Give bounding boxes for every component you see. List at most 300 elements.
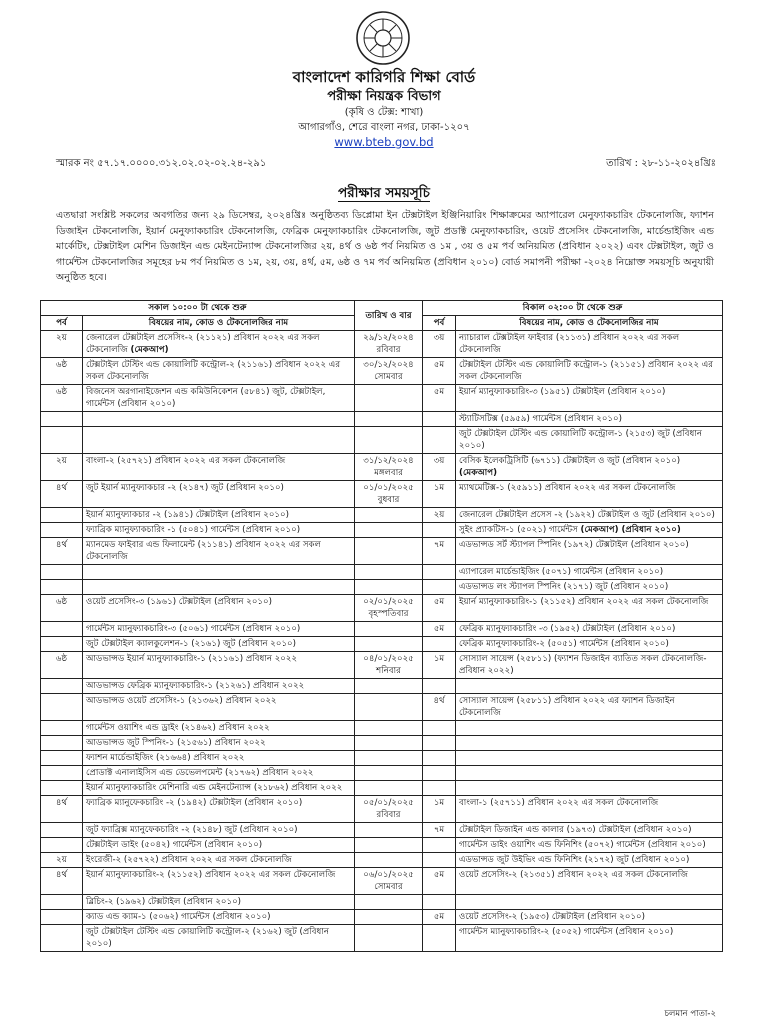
memo-reference: স্মারক নং ৫৭.১৭.০০০০.৩১২.০২.০২-০২.২৪-২৯১ — [56, 158, 267, 169]
afternoon-semester-text: ১ম — [433, 654, 445, 664]
afternoon-subject — [456, 565, 723, 580]
schedule-row — [41, 652, 723, 679]
afternoon-subject — [456, 358, 723, 385]
morning-semester-text: ৬ষ্ঠ — [55, 654, 68, 664]
morning-subject — [83, 580, 355, 595]
morning-subject-text: বাংলা-২ (২৫৭২১) প্রবিধান ২০২২ এর সকল টেকনোলজি — [86, 456, 286, 466]
exam-date — [355, 781, 423, 796]
morning-subject — [83, 637, 355, 652]
exam-date — [355, 895, 423, 910]
morning-subject-text: জুট ফ্যাব্রিক্স ম্যানুফেকচারিং -২ (২১৪৮) জুট (প্রবিধান ২০১০) — [86, 825, 298, 835]
afternoon-semester-text: ১ম — [433, 798, 445, 808]
morning-semester — [41, 925, 83, 952]
schedule-row — [41, 523, 723, 538]
schedule-row — [41, 679, 723, 694]
morning-session-header: সকাল ১০:০০ টা থেকে শুরু — [41, 301, 355, 316]
exam-date-text: ৩১/১২/২০২৪ — [363, 456, 414, 466]
afternoon-subject — [456, 523, 723, 538]
afternoon-subject-text: এডভান্সড জুট উইভিং এন্ড ফিনিশিং (২১৭২) জুট (প্রবিধান ২০১০) — [459, 855, 690, 865]
exam-date — [355, 823, 423, 838]
afternoon-subject — [456, 925, 723, 952]
schedule-row — [41, 454, 723, 481]
afternoon-subject-text: ইয়ার্ন ম্যানুফ্যাকচারিং-৩ (১৯৫১) টেক্সটাইল (প্রবিধান ২০১০) — [459, 387, 666, 397]
morning-subject — [83, 427, 355, 454]
afternoon-subject-text: জেনারেল টেক্সটাইল প্রসেস -২ (১৯২২) টেক্সটাইল ও জুট (প্রবিধান ২০১০) — [459, 510, 715, 520]
morning-subject — [83, 925, 355, 952]
afternoon-semester — [423, 823, 456, 838]
afternoon-subject — [456, 868, 723, 895]
morning-subject — [83, 838, 355, 853]
afternoon-subject — [456, 766, 723, 781]
afternoon-semester — [423, 853, 456, 868]
exam-date-text: ০২/০১/২০২৫ — [363, 597, 414, 607]
schedule-row — [41, 595, 723, 622]
morning-semester — [41, 823, 83, 838]
schedule-row — [41, 622, 723, 637]
morning-semester — [41, 412, 83, 427]
afternoon-subject — [456, 538, 723, 565]
morning-semester — [41, 622, 83, 637]
afternoon-semester — [423, 751, 456, 766]
makeup-tag: (মেকআপ) — [130, 345, 169, 355]
morning-semester — [41, 637, 83, 652]
exam-date — [355, 751, 423, 766]
afternoon-subject — [456, 796, 723, 823]
memo-date: তারিখ : ২৮-১১-২০২৪খ্রিঃ — [606, 158, 716, 169]
afternoon-subject-text: এ্যাপারেল মার্চেন্ডাইজিং (৫০৭১) গার্মেন্টস (প্রবিধান ২০১০) — [459, 567, 664, 577]
afternoon-subject — [456, 622, 723, 637]
morning-subject-text: টেক্সটাইল টেস্টিং এন্ড কোয়ালিটি কন্ট্রোল-২ (২১১৬১) প্রবিধান ২০২২ এর সকল টেকনোলজি — [86, 360, 341, 382]
division-name: পরীক্ষা নিয়ন্ত্রক বিভাগ — [327, 89, 441, 104]
afternoon-semester-text: ৫ম — [433, 360, 445, 370]
morning-semester — [41, 538, 83, 565]
afternoon-semester — [423, 694, 456, 721]
afternoon-session-header: বিকাল ০২:০০ টা থেকে শুরু — [423, 301, 723, 316]
afternoon-subject — [456, 853, 723, 868]
exam-date — [355, 679, 423, 694]
morning-subject-text: জেনারেল টেক্সটাইল প্রসেসিং-২ (২১১২১) প্রবিধান ২০২২ এর সকল টেকনোলজি — [86, 333, 320, 355]
morning-subject — [83, 595, 355, 622]
afternoon-semester — [423, 895, 456, 910]
afternoon-subject — [456, 679, 723, 694]
morning-semester — [41, 454, 83, 481]
morning-semester — [41, 736, 83, 751]
afternoon-subject — [456, 385, 723, 412]
afternoon-semester — [423, 838, 456, 853]
afternoon-subject-text: এডভান্সড লং স্ট্যাপল স্পিনিং (২১৭১) জুট (প্রবিধান ২০১০) — [459, 582, 669, 592]
schedule-row — [41, 736, 723, 751]
afternoon-semester-text: ৭ম — [433, 540, 445, 550]
morning-subject — [83, 781, 355, 796]
afternoon-subject-text: ওয়েট প্রসেসিং-২ (২১৩৫১) প্রবিধান ২০২২ এর সকল টেকনোলজি — [459, 870, 688, 880]
morning-semester-text: ২য় — [56, 456, 67, 466]
morning-subject-text: জুট ইয়ার্ন ম্যানুফ্যাকচার -২ (২১৪৭) জুট (প্রবিধান ২০১০) — [86, 483, 284, 493]
branch-name: (কৃষি ও টেক্স: শাখা) — [344, 107, 424, 118]
schedule-row — [41, 580, 723, 595]
schedule-row — [41, 481, 723, 508]
afternoon-semester-text: ৩য় — [433, 456, 445, 466]
morning-semester — [41, 781, 83, 796]
exam-date — [355, 766, 423, 781]
afternoon-subject — [456, 637, 723, 652]
exam-date-text: ০৫/০১/২০২৫ — [363, 798, 414, 808]
morning-semester — [41, 910, 83, 925]
morning-semester — [41, 721, 83, 736]
morning-subject — [83, 538, 355, 565]
morning-subject — [83, 910, 355, 925]
afternoon-semester — [423, 580, 456, 595]
morning-subject-text: ফ্যাব্রিক ম্যানুফ্যাকচারিং -১ (৫০৪১) গার্মেন্টস (প্রবিধান ২০১০) — [86, 525, 301, 535]
schedule-row — [41, 385, 723, 412]
morning-subject-text: ইয়ার্ন ম্যানুফ্যাকচারিং মেশিনারি এন্ড মেইনটেন্যান্স (২১৮৬২) প্রবিধান ২০২২ — [86, 783, 343, 793]
morning-semester — [41, 838, 83, 853]
morning-semester — [41, 751, 83, 766]
morning-subject-text: জুট টেক্সটাইল ক্যালকুলেশন-১ (২১৬১) জুট (প্রবিধান ২০১০) — [86, 639, 296, 649]
morning-semester — [41, 385, 83, 412]
morning-subject — [83, 853, 355, 868]
exam-date — [355, 721, 423, 736]
schedule-row — [41, 838, 723, 853]
afternoon-semester — [423, 925, 456, 952]
morning-subject — [83, 523, 355, 538]
morning-subject-text: আডভান্সড ইয়ার্ন ম্যানুফ্যাকচারিং-১ (২১১৬১) প্রবিধান ২০২২ — [86, 654, 298, 664]
exam-date — [355, 481, 423, 508]
exam-date-text: ৩০/১২/২০২৪ — [363, 360, 414, 370]
exam-date — [355, 385, 423, 412]
afternoon-subject-text: সোস্যাল সায়েন্স (২৫৮১১) প্রবিধান ২০২২ এর ফ্যাশন ডিজাইন টেকনোলজি — [459, 696, 675, 718]
morning-subject-text: ইংরেজী-২ (২৫৭২২) প্রবিধান ২০২২ এর সকল টেকনোলজি — [86, 855, 292, 865]
exam-day-text: বুধবার — [377, 495, 400, 505]
afternoon-subject-text: ফেব্রিক ম্যানুফ্যাকচারিং-২ (৫০৫১) গার্মেন্টস (প্রবিধান ২০১০) — [459, 639, 669, 649]
morning-subject — [83, 481, 355, 508]
morning-semester — [41, 853, 83, 868]
afternoon-subject — [456, 736, 723, 751]
exam-date — [355, 331, 423, 358]
schedule-row — [41, 358, 723, 385]
morning-subject-text: ক্যাড এন্ড ক্যাম-১ (৫০৬২) গার্মেন্টস (প্রবিধান ২০১০) — [86, 912, 271, 922]
morning-subject — [83, 358, 355, 385]
morning-semester-text: ৪র্থ — [55, 483, 68, 493]
morning-semester-text: ২য় — [56, 333, 67, 343]
morning-subject — [83, 823, 355, 838]
semester-header: পর্ব — [423, 316, 456, 331]
exam-date — [355, 358, 423, 385]
morning-subject — [83, 412, 355, 427]
exam-date — [355, 736, 423, 751]
morning-subject-text: ইয়ার্ন ম্যানুফ্যাকচার -২ (১৯৪১) টেক্সটাইল (প্রবিধান ২০১০) — [86, 510, 289, 520]
morning-semester — [41, 679, 83, 694]
exam-date — [355, 853, 423, 868]
exam-day-text: মঙ্গলবার — [374, 468, 403, 478]
afternoon-semester — [423, 679, 456, 694]
morning-subject-text: ওয়েট প্রসেসিং-৩ (১৯৬১) টেক্সটাইল (প্রবিধান ২০১০) — [86, 597, 272, 607]
exam-date — [355, 796, 423, 823]
morning-semester — [41, 481, 83, 508]
morning-subject — [83, 622, 355, 637]
morning-semester — [41, 895, 83, 910]
afternoon-subject — [456, 427, 723, 454]
schedule-row — [41, 910, 723, 925]
afternoon-semester — [423, 868, 456, 895]
morning-subject — [83, 751, 355, 766]
morning-semester — [41, 766, 83, 781]
address: আগারগাঁও, শেরে বাংলা নগর, ঢাকা-১২০৭ — [298, 122, 470, 133]
morning-subject — [83, 766, 355, 781]
exam-date — [355, 652, 423, 679]
afternoon-subject-text: জুট টেক্সটাইল টেস্টিং এন্ড কোয়ালিটি কন্ট্রোল-১ (২১৫৩) জুট (প্রবিধান ২০১০) — [459, 429, 702, 451]
afternoon-subject-text: স্ট্যাটিসটিক্স (৫৯৫৯) গার্মেন্টস (প্রবিধান ২০১০) — [459, 414, 622, 424]
morning-semester-text: ২য় — [56, 855, 67, 865]
schedule-row — [41, 853, 723, 868]
morning-subject — [83, 721, 355, 736]
afternoon-subject — [456, 838, 723, 853]
schedule-row — [41, 508, 723, 523]
afternoon-subject-text: গার্মেন্টস ম্যানুফ্যাকচারিং-২ (৫০৫২) গার্মেন্টস (প্রবিধান ২০১০) — [459, 927, 674, 937]
morning-semester — [41, 868, 83, 895]
schedule-row — [41, 538, 723, 565]
subject-header: বিষয়ের নাম, কোড ও টেকনোলজির নাম — [83, 316, 355, 331]
page-title: পরীক্ষার সময়সূচি — [338, 185, 430, 201]
afternoon-subject — [456, 721, 723, 736]
website-link[interactable]: www.bteb.gov.bd — [334, 135, 434, 149]
exam-date — [355, 637, 423, 652]
morning-subject-text: গার্মেন্টস ওয়াশিং এন্ড ড্রাইং (২১৪৬২) প্রবিধান ২০২২ — [86, 723, 270, 733]
exam-date — [355, 694, 423, 721]
morning-semester-text: ৪র্থ — [55, 870, 68, 880]
afternoon-subject — [456, 751, 723, 766]
exam-date — [355, 580, 423, 595]
afternoon-semester — [423, 637, 456, 652]
morning-subject — [83, 679, 355, 694]
afternoon-semester — [423, 427, 456, 454]
afternoon-subject-text: ফেব্রিক ম্যানুফ্যাকচারিং -৩ (১৯৫২) টেক্সটাইল (প্রবিধান ২০১০) — [459, 624, 676, 634]
afternoon-subject-text: ইয়ার্ন ম্যানুফ্যাকচারিং-১ (২১১৫২) প্রবিধান ২০২২ এর সকল টেকনোলজি — [459, 597, 709, 607]
afternoon-semester-text: ৪র্থ — [433, 696, 445, 706]
morning-subject-text: আডভান্সড জুট স্পিনিং-১ (২১৫৬১) প্রবিধান ২০২২ — [86, 738, 266, 748]
exam-schedule-table — [40, 300, 723, 952]
morning-semester-text: ৪র্থ — [55, 798, 68, 808]
afternoon-subject — [456, 454, 723, 481]
morning-semester — [41, 508, 83, 523]
exam-date — [355, 427, 423, 454]
afternoon-semester — [423, 736, 456, 751]
schedule-row — [41, 427, 723, 454]
exam-date-text: ০১/০১/২০২৫ — [363, 483, 414, 493]
afternoon-semester-text: ৩য় — [433, 333, 445, 343]
afternoon-semester — [423, 652, 456, 679]
afternoon-semester — [423, 622, 456, 637]
afternoon-semester-text: ৫ম — [433, 387, 445, 397]
schedule-row — [41, 637, 723, 652]
exam-date — [355, 595, 423, 622]
exam-date-text: ০৪/০১/২০২৫ — [363, 654, 414, 664]
morning-subject — [83, 895, 355, 910]
morning-subject — [83, 652, 355, 679]
exam-day-text: রবিবার — [376, 810, 401, 820]
schedule-row — [41, 721, 723, 736]
morning-semester — [41, 796, 83, 823]
exam-date — [355, 868, 423, 895]
exam-day-text: শনিবার — [376, 666, 401, 676]
schedule-row — [41, 766, 723, 781]
afternoon-subject — [456, 595, 723, 622]
morning-semester — [41, 580, 83, 595]
afternoon-subject-text: টেক্সটাইল টেস্টিং এন্ড কোয়ালিটি কন্ট্রোল-১ (২১১৫১) প্রবিধান ২০২২ এর সকল টেকনোলজি — [459, 360, 714, 382]
morning-semester-text: ৬ষ্ঠ — [55, 387, 68, 397]
schedule-row — [41, 868, 723, 895]
afternoon-subject — [456, 412, 723, 427]
afternoon-subject — [456, 331, 723, 358]
exam-date — [355, 538, 423, 565]
morning-subject — [83, 565, 355, 580]
morning-semester — [41, 331, 83, 358]
morning-semester — [41, 652, 83, 679]
exam-date — [355, 508, 423, 523]
morning-subject-text: আডভান্সড ফেব্রিক ম্যানুফ্যাকচারিং-১ (২১২৬১) প্রবিধান ২০২২ — [86, 681, 305, 691]
afternoon-subject — [456, 823, 723, 838]
schedule-row — [41, 925, 723, 952]
afternoon-subject-text: এডভান্সড সর্ট স্ট্যাপল স্পিনিং (১৯৭২) টেক্সটাইল (প্রবিধান ২০১০) — [459, 540, 689, 550]
afternoon-semester-text: ৫ম — [433, 912, 445, 922]
morning-semester — [41, 427, 83, 454]
morning-semester — [41, 523, 83, 538]
afternoon-subject — [456, 580, 723, 595]
afternoon-semester-text: ৫ম — [433, 870, 445, 880]
afternoon-subject-text: সোস্যাল সায়েন্স (২৫৮১১) (ফ্যাশন ডিজাইন ব্যাতিত সকল টেকনোলজি-প্রবিধান ২০২২) — [459, 654, 707, 676]
afternoon-semester — [423, 766, 456, 781]
morning-subject-text: টেক্সটাইল ডাইং (৫০৪২) গার্মেন্টস (প্রবিধান ২০১০) — [86, 840, 263, 850]
afternoon-subject-text: ওয়েট প্রসেসিং-২ (১৯৫৩) টেক্সটাইল (প্রবিধান ২০১০) — [459, 912, 645, 922]
exam-day-text: রবিবার — [376, 345, 401, 355]
afternoon-semester — [423, 523, 456, 538]
morning-subject-text: ম্যানমেড ফাইবার এন্ড ফিলামেন্ট (২১১৪১) প্রবিধান ২০২২ এর সকল টেকনোলজি — [86, 540, 321, 562]
exam-date — [355, 910, 423, 925]
schedule-row — [41, 412, 723, 427]
afternoon-subject-text: ম্যাথমেটিক্স-১ (২৫৯১১) প্রবিধান ২০২২ এর সকল টেকনোলজি — [459, 483, 676, 493]
afternoon-semester-text: ২য় — [433, 510, 445, 520]
bteb-logo — [355, 10, 411, 66]
morning-semester — [41, 565, 83, 580]
schedule-row — [41, 751, 723, 766]
continued-page-note: চলমান পাতা-২ — [664, 1009, 716, 1019]
afternoon-semester-text: ৫ম — [433, 597, 445, 607]
schedule-row — [41, 565, 723, 580]
afternoon-semester — [423, 454, 456, 481]
exam-date — [355, 523, 423, 538]
morning-subject-text: আডভান্সড ওয়েট প্রসেসিং-১ (২১৩৬২) প্রবিধান ২০২২ — [86, 696, 277, 706]
morning-subject-text: গার্মেন্টস ম্যানুফ্যাকচারিং-৩ (৫০৬১) গার্মেন্টস (প্রবিধান ২০১০) — [86, 624, 301, 634]
morning-subject — [83, 868, 355, 895]
morning-subject-text: ফ্যাশন মার্চেন্ডাইজিং (২১৬৬৪) প্রবিধান ২০২২ — [86, 753, 245, 763]
morning-subject — [83, 454, 355, 481]
semester-header: পর্ব — [41, 316, 83, 331]
morning-subject-text: প্রোডাক্ট এনালাইসিস এন্ড ডেভেলপমেন্ট (২১৭৬২) প্রবিধান ২০২২ — [86, 768, 314, 778]
afternoon-subject — [456, 481, 723, 508]
schedule-row — [41, 796, 723, 823]
exam-day-text: সোমবার — [374, 372, 403, 382]
schedule-row — [41, 694, 723, 721]
afternoon-semester — [423, 331, 456, 358]
exam-day-text: বৃহস্পতিবার — [368, 609, 409, 619]
morning-subject — [83, 385, 355, 412]
afternoon-semester — [423, 796, 456, 823]
afternoon-semester — [423, 508, 456, 523]
afternoon-subject — [456, 895, 723, 910]
morning-subject — [83, 796, 355, 823]
afternoon-semester — [423, 481, 456, 508]
afternoon-semester — [423, 781, 456, 796]
afternoon-subject — [456, 781, 723, 796]
makeup-tag: (মেকআপ) — [459, 468, 497, 478]
date-header: তারিখ ও বার — [355, 301, 423, 331]
exam-date — [355, 454, 423, 481]
morning-semester — [41, 694, 83, 721]
morning-subject — [83, 331, 355, 358]
afternoon-semester — [423, 721, 456, 736]
morning-subject — [83, 508, 355, 523]
afternoon-subject — [456, 910, 723, 925]
afternoon-semester-text: ৫ম — [433, 624, 445, 634]
morning-semester-text: ৬ষ্ঠ — [55, 597, 68, 607]
afternoon-subject-text: বাংলা-১ (২৫৭১১) প্রবিধান ২০২২ এর সকল টেকনোলজি — [459, 798, 659, 808]
afternoon-semester — [423, 595, 456, 622]
afternoon-subject-text: বেসিক ইলেকট্রিসিটি (৬৭১১) টেক্সটাইল ও জুট (প্রবিধান ২০১০) — [459, 456, 681, 466]
afternoon-semester — [423, 412, 456, 427]
afternoon-semester — [423, 910, 456, 925]
intro-paragraph: এতদ্বারা সংশ্লিষ্ট সকলের অবগতির জন্য ২৯ ডিসেম্বর, ২০২৪খ্রিঃ অনুষ্ঠিতব্য ডিপ্লোমা ইন টেক্সটাইল ইঞ্জিনিয়ারিং শিক্ষাক্রমের অ্যাপারেল মেনুফ্যাকচারিং টেকনোলজি, ফ্যাশন ডিজাইন টেকনোলজি, ইয়ার্ন মেনুফ্যাকচারিং টেকনোলজি, ফেব্রিক মেনুফ্যাকচারিং টেকনোলজি, জুট প্রডাক্ট মেনুফ্যাকচারিং, ওয়েট প্রসেসিং টেকনোলজি, মার্চেন্ডাইজিং এন্ড মার্কেটিং, টেক্সটাইল মেশিন ডিজাইন এন্ড মেইনটেন্যান্স টেকনোলজির ২য়, ৪র্থ ও ৬ষ্ঠ পর্ব নিয়মিত ও ১ম , ৩য় ও ৫ম পর্ব অনিয়মিত (প্রবিধান ২০২২) এবং টেক্সটাইল, জুট ও গার্মেন্টস টেকনোলজির সমূহের ৮ম পর্ব নিয়মিত ও ১ম, ২য়, ৩য়, ৪র্থ, ৫ম, ৬ষ্ঠ ও ৭ম পর্ব অনিয়মিত (প্রবিধান ২০১০) বোর্ড সমাপনী পরীক্ষা -২০২৪ নিম্নোক্ত সময়সূচি অনুযায়ী অনুষ্ঠিত হবে। — [56, 210, 714, 283]
exam-date — [355, 565, 423, 580]
afternoon-semester — [423, 358, 456, 385]
morning-semester — [41, 595, 83, 622]
morning-subject-text: জুট টেক্সটাইল টেস্টিং এন্ড কোয়ালিটি কন্ট্রোল-২ (২১৬২) জুট (প্রবিধান ২০১০) — [86, 927, 329, 949]
afternoon-semester-text: ৭ম — [433, 825, 445, 835]
morning-subject-text: ব্লিচিং-২ (১৯৬২) টেক্সটাইল (প্রবিধান ২০১০) — [86, 897, 242, 907]
afternoon-subject-text: টেক্সটাইল ডিজাইন এন্ড কালার (১৯৭৩) টেক্সটাইল (প্রবিধান ২০১০) — [459, 825, 692, 835]
morning-subject — [83, 694, 355, 721]
schedule-row — [41, 781, 723, 796]
morning-semester-text: ৪র্থ — [55, 540, 68, 550]
afternoon-subject — [456, 694, 723, 721]
exam-day-text: সোমবার — [374, 882, 403, 892]
afternoon-subject-text: সুইং প্র্যাকটিস-১ (৫০২১) গার্মেন্টস — [459, 525, 578, 535]
morning-semester-text: ৬ষ্ঠ — [55, 360, 68, 370]
morning-subject-text: ইয়ার্ন ম্যানুফ্যাকচারিং-২ (২১১৫২) প্রবিধান ২০২২ এর সকল টেকনোলজি — [86, 870, 336, 880]
exam-date-text: ০৬/০১/২০২৫ — [363, 870, 414, 880]
afternoon-semester-text: ১ম — [433, 483, 445, 493]
schedule-row — [41, 331, 723, 358]
exam-date — [355, 925, 423, 952]
schedule-row — [41, 895, 723, 910]
afternoon-semester — [423, 565, 456, 580]
exam-date — [355, 838, 423, 853]
afternoon-subject-text: ন্যাচারাল টেক্সটাইল ফাইবার (২১১৩১) প্রবিধান ২০২২ এর সকল টেকনোলজি — [459, 333, 680, 355]
morning-subject-text: বিজনেস অরগানাইজেশন এন্ড কমিউনিকেশন (৫৮৪১) জুট, টেক্সটাইল, গার্মেন্টস (প্রবিধান ২০১০) — [86, 387, 326, 409]
morning-semester — [41, 358, 83, 385]
makeup-tag: (মেকআপ) (প্রবিধান ২০১০) — [580, 525, 681, 535]
morning-subject-text: ফ্যাব্রিক ম্যানুফেকচারিং -২ (১৯৪২) টেক্সটাইল (প্রবিধান ২০১০) — [86, 798, 303, 808]
afternoon-subject — [456, 508, 723, 523]
afternoon-semester — [423, 385, 456, 412]
exam-date — [355, 412, 423, 427]
exam-date-text: ২৯/১২/২০২৪ — [363, 333, 414, 343]
afternoon-semester — [423, 538, 456, 565]
schedule-row — [41, 823, 723, 838]
afternoon-subject — [456, 652, 723, 679]
morning-subject — [83, 736, 355, 751]
org-name: বাংলাদেশ কারিগরি শিক্ষা বোর্ড — [292, 68, 476, 86]
subject-header: বিষয়ের নাম, কোড ও টেকনোলজির নাম — [456, 316, 723, 331]
exam-date — [355, 622, 423, 637]
